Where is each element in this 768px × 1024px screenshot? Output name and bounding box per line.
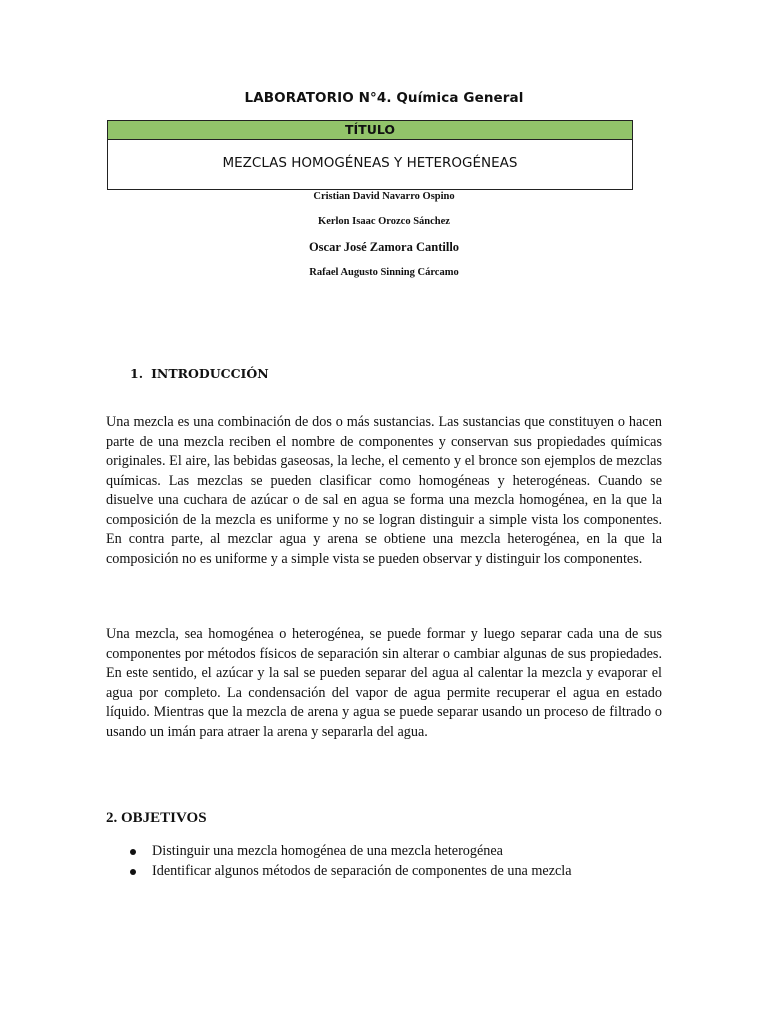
list-item [130, 842, 572, 862]
title-table-heading: TÍTULO [108, 121, 632, 140]
author-name: Rafael Augusto Sinning Cárcamo [309, 267, 459, 278]
section-title: INTRODUCCIÓN [151, 366, 269, 381]
body-paragraph: Una mezcla, sea homogénea o heterogénea, se puede formar y luego separar cada una de sus componentes por métodos físicos de separación sin alterar o cambiar algunas de sus propiedades. En este sentido, el azúcar y la sal se pueden separar del agua al calentar la mezcla y evaporar el agua por completo. La condensación del vapor de agua permite recuperar el agua en estado líquido. Mientras que la mezcla de arena y agua se puede separar usando un proceso de filtrado o usando un imán para atraer la arena y separarla del agua. [106, 626, 662, 740]
bullet-icon [130, 869, 136, 875]
section-number: 1. [130, 366, 144, 381]
objectives-list [130, 842, 572, 881]
author-name: Oscar José Zamora Cantillo [308, 240, 460, 254]
bullet-icon [130, 849, 136, 855]
author-name: Cristian David Navarro Ospino [313, 191, 455, 202]
list-item-text: Identificar algunos métodos de separación de componentes de una mezcla [152, 862, 572, 879]
list-item [130, 862, 572, 882]
author-name: Kerlon Isaac Orozco Sánchez [318, 216, 450, 227]
document-title: LABORATORIO N°4. Química General [244, 90, 524, 106]
list-item-text: Distinguir una mezcla homogénea de una mezcla heterogénea [152, 843, 503, 859]
title-table [107, 120, 633, 190]
section-heading-introduction [130, 366, 269, 381]
section-heading-objectives: 2. OBJETIVOS [106, 810, 207, 826]
body-paragraph: Una mezcla es una combinación de dos o más sustancias. Las sustancias que constituyen o hacen parte de una mezcla reciben el nombre de componentes y conservan sus propiedades químicas originales. El aire, las bebidas gaseosas, la leche, el cemento y el bronce son ejemplos de mezclas químicas. Las mezclas se pueden clasificar como homogéneas y heterogéneas. Cuando se disuelve una cuchara de azúcar o de sal en agua se forma una mezcla homogénea, en la que la composición de la mezcla es uniforme y no se logran distinguir a simple vista los componentes. En contra parte, al mezclar agua y arena se obtiene una mezcla heterogénea, en la que la composición no es uniforme y a simple vista se pueden observar y distinguir los componentes. [106, 414, 662, 567]
title-table-value: MEZCLAS HOMOGÉNEAS Y HETEROGÉNEAS [222, 155, 518, 171]
